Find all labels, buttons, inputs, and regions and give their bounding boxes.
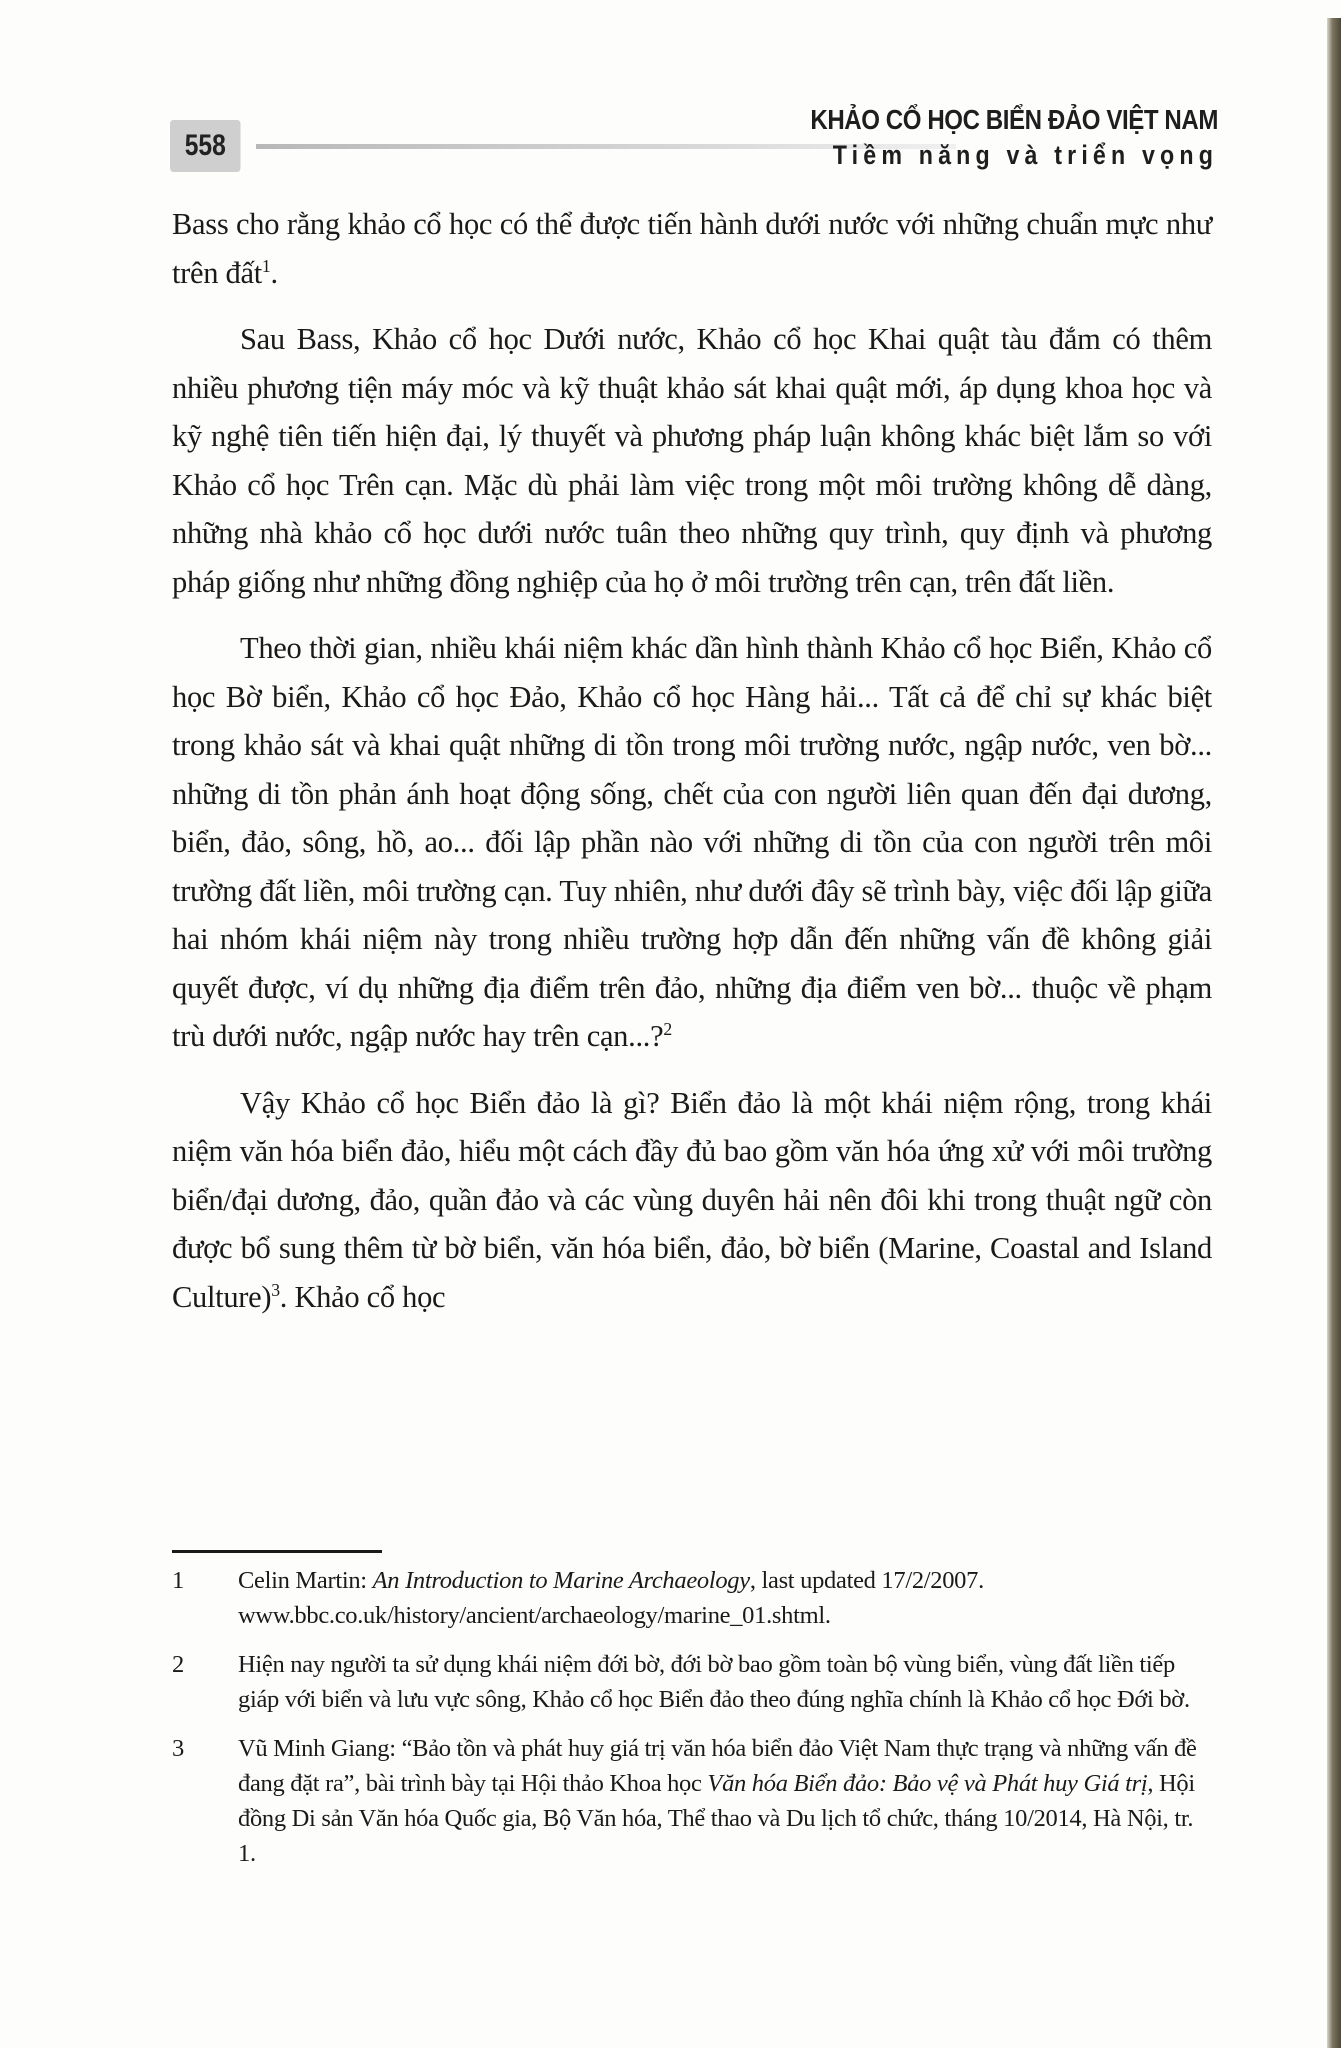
footnote-number: 1 xyxy=(172,1567,184,1594)
footnote-1: 1 Celin Martin: An Introduction to Marine Archaeology, last updated 17/2/2007. www.bbc.co.uk/history/ancient/archaeology/marine_01.shtml. xyxy=(172,1563,1212,1633)
paragraph-3: Theo thời gian, nhiều khái niệm khác dần hình thành Khảo cổ học Biển, Khảo cổ học Bờ biển, Khảo cổ học Đảo, Khảo cổ học Hàng hải... Tất cả để chỉ sự khác biệt trong khảo sát và khai quật những di tồn trong môi trường nước, ngập nước, ven bờ... những di tồn phản ánh hoạt động sống, chết của con người liên quan đến đại dương, biển, đảo, sông, hồ, ao... đối lập phần nào với những di tồn của con người trên môi trường đất liền, môi trường cạn. Tuy nhiên, như dưới đây sẽ trình bày, việc đối lập giữa hai nhóm khái niệm này trong nhiều trường hợp dẫn đến những vấn đề không giải quyết được, ví dụ những địa điểm trên đảo, những địa điểm ven bờ... thuộc về phạm trù dưới nước, ngập nước hay trên cạn...?$^2$ xyxy=(172,631,1212,1053)
paragraph-1: Bass cho rằng khảo cổ học có thể được tiến hành dưới nước với những chuẩn mực như trên đất$^1$. xyxy=(172,207,1212,290)
footnote-number: 3 xyxy=(172,1735,184,1762)
footnote-3: 3 Vũ Minh Giang: “Bảo tồn và phát huy giá trị văn hóa biển đảo Việt Nam thực trạng và những vấn đề đang đặt ra”, bài trình bày tại Hội thảo Khoa học Văn hóa Biển đảo: Bảo vệ và Phát huy Giá trị, Hội đồng Di sản Văn hóa Quốc gia, Bộ Văn hóa, Thể thao và Du lịch tổ chức, tháng 10/2014, Hà Nội, tr. 1. xyxy=(172,1731,1212,1871)
footnote-ref-1: 1 xyxy=(261,255,271,276)
book-title: KHẢO CỔ HỌC BIỂN ĐẢO VIỆT NAM xyxy=(810,104,1218,135)
footnote-ref-3: 3 xyxy=(271,1279,280,1300)
footnote-separator xyxy=(172,1550,382,1553)
footnotes xyxy=(172,1563,1212,1885)
body-text xyxy=(172,200,1212,1339)
footnote-number: 2 xyxy=(172,1651,184,1678)
page-number: 558 xyxy=(170,120,241,172)
book-subtitle: Tiềm năng và triển vọng xyxy=(832,140,1218,170)
book-page-edge xyxy=(1327,18,1341,2048)
footnote-2: 2 Hiện nay người ta sử dụng khái niệm đới bờ, đới bờ bao gồm toàn bộ vùng biển, vùng đất liền tiếp giáp với biển và lưu vực sông, Khảo cổ học Biển đảo theo đúng nghĩa chính là Khảo cổ học Đới bờ. xyxy=(172,1647,1212,1717)
running-header xyxy=(170,100,1218,180)
paragraph-2: Sau Bass, Khảo cổ học Dưới nước, Khảo cổ học Khai quật tàu đắm có thêm nhiều phương tiện máy móc và kỹ thuật khảo sát khai quật mới, áp dụng khoa học và kỹ nghệ tiên tiến hiện đại, lý thuyết và phương pháp luận không khác biệt lắm so với Khảo cổ học Trên cạn. Mặc dù phải làm việc trong một môi trường không dễ dàng, những nhà khảo cổ học dưới nước tuân theo những quy trình, quy định và phương pháp giống như những đồng nghiệp của họ ở môi trường trên cạn, trên đất liền. xyxy=(172,322,1212,599)
footnote-ref-2: 2 xyxy=(663,1018,672,1039)
paragraph-4: Vậy Khảo cổ học Biển đảo là gì? Biển đảo là một khái niệm rộng, trong khái niệm văn hóa biển đảo, hiểu một cách đầy đủ bao gồm văn hóa ứng xử với môi trường biển/đại dương, đảo, quần đảo và các vùng duyên hải nên đôi khi trong thuật ngữ còn được bổ sung thêm từ bờ biển, văn hóa biển, đảo, bờ biển (Marine, Coastal and Island Culture)$^3$. Khảo cổ học xyxy=(172,1085,1212,1314)
